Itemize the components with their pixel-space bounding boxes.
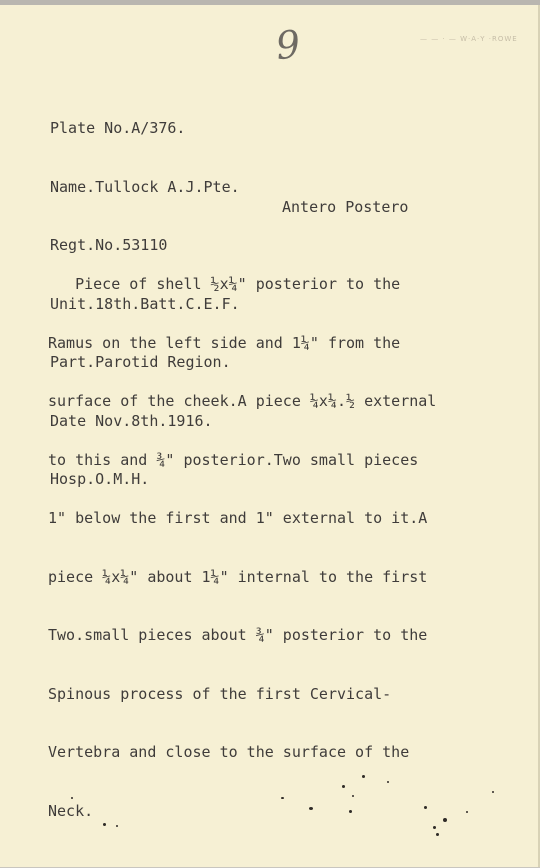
paper-speck [116,825,118,827]
paper-speck [71,797,73,799]
paper-speck [362,775,365,778]
paper-speck [342,785,345,788]
wound-description [48,236,436,860]
paper-speck [281,797,284,799]
document-page [0,5,540,867]
body-part: Part.Parotid Region. [50,353,231,371]
paper-speck [433,826,436,829]
paper-speck [309,807,313,810]
paper-speck [103,823,106,826]
paper-speck [466,811,468,813]
paper-speck [492,791,494,793]
faint-pencil-mark: — — · — W·A·Y ·ROWE [420,35,518,43]
description-line: 1" below the first and 1" external to it.A [48,509,428,527]
description-line: Vertebra and close to the surface of the [48,743,410,761]
description-line: Neck. [48,801,94,820]
description-line: Piece of shell ½x¼" posterior to the [48,275,401,293]
paper-speck [349,810,352,813]
patient-name: Name.Tullock A.J.Pte. [50,177,240,196]
description-line: to this and ¾" posterior.Two small pieces [48,450,419,469]
unit: Unit.18th.Batt.C.E.F. [50,294,240,313]
paper-speck [436,833,439,836]
paper-speck [387,781,389,783]
description-line: surface of the cheek.A piece ¼x¼.½ external [48,392,437,410]
plate-number: Plate No.A/376. [50,119,186,137]
handwritten-page-number: 9 [273,21,303,69]
paper-speck [443,818,447,822]
description-line: piece ¼x¼" about 1¼" internal to the first [48,567,428,586]
description-line: Spinous process of the first Cervical- [48,684,392,703]
record-date: Date Nov.8th.1916. [50,411,213,430]
description-line: Two.small pieces about ¾" posterior to the [48,626,428,644]
paper-speck [424,806,427,809]
paper-speck [352,795,354,797]
regiment-number: Regt.No.53110 [50,236,168,254]
hospital: Hosp.O.M.H. [50,470,150,488]
description-line: Ramus on the left side and 1¼" from the [48,333,401,352]
view-direction: Antero Postero [282,198,409,216]
